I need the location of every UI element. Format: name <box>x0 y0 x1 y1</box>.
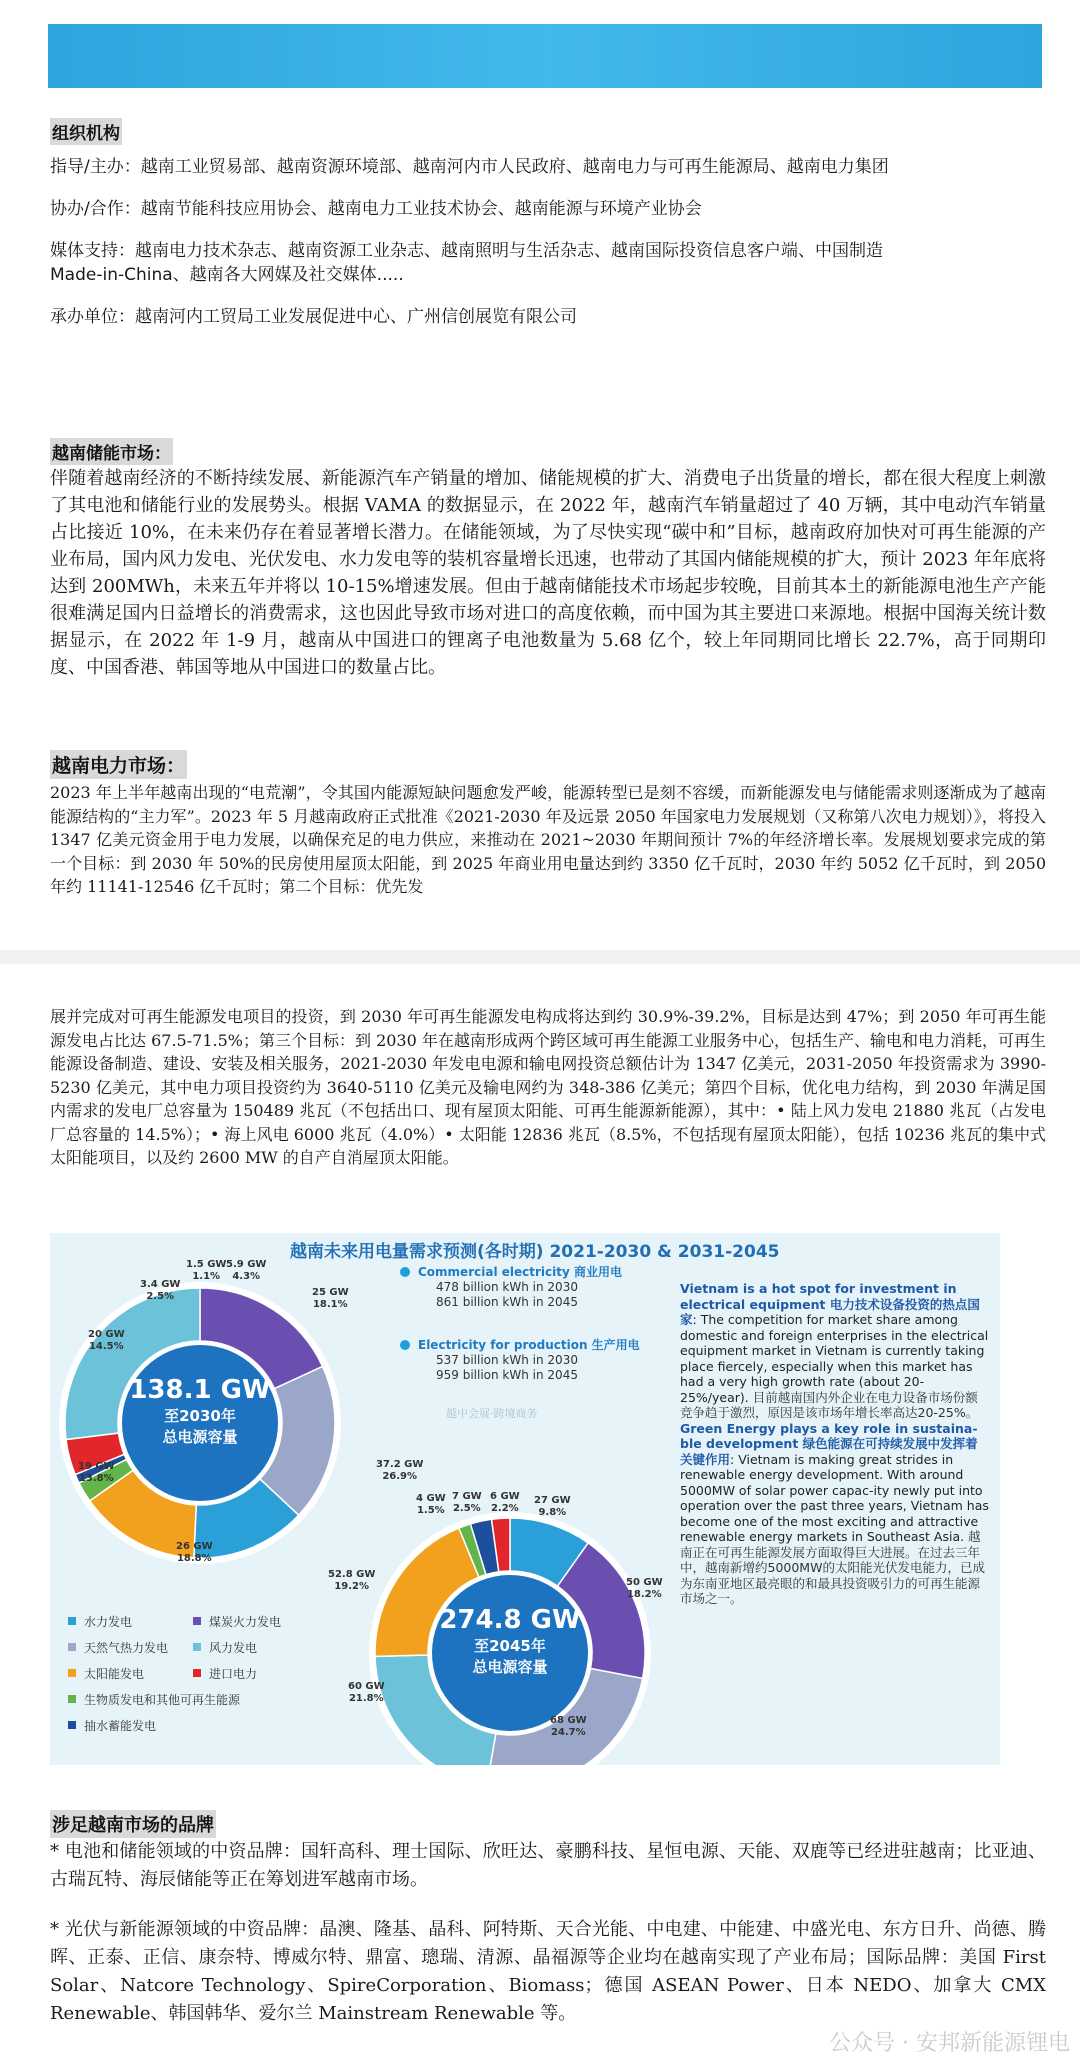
infographic-title: 越南未来用电量需求预测(各时期) 2021-2030 & 2031-2045 <box>290 1242 780 1262</box>
org-line-sponsors: 指导/主办：越南工业贸易部、越南资源环境部、越南河内市人民政府、越南电力与可再生能源局、越南电力集团 <box>50 157 889 177</box>
legend-wind: 风力发电 <box>193 1639 257 1656</box>
brands-battery: * 电池和储能领域的中资品牌：国轩高科、理士国际、欣旺达、豪鹏科技、星恒电源、天能、双鹿等已经进驻越南；比亚迪、古瑞瓦特、海辰储能等正在筹划进军越南市场。 <box>50 1841 1046 1890</box>
investment-text <box>680 1281 990 1607</box>
hotspot-heading: Vietnam is a hot spot for investment in electrical equipment 电力技术设备投资的热点国家 <box>680 1281 980 1327</box>
legend-import: 进口电力 <box>193 1665 257 1682</box>
callout-2030-coal: 25 GW 18.1% <box>312 1287 349 1310</box>
legend-solar: 太阳能发电 <box>68 1665 173 1682</box>
callout-2030-wind: 37.2 GW 26.9% <box>376 1459 424 1482</box>
center-2030 <box>120 1375 280 1447</box>
power-continuation-section <box>50 1005 1046 1170</box>
green-text-cn: 越南正在可再生能源发展方面取得巨大进展。在过去三年中，越南新增约5000MW的太阳能光伏发电能力，已成为东南亚地区最亮眼的和最具投资吸引力的可再生能源市场之一。 <box>680 1529 985 1606</box>
commercial-2045: 861 billion kWh in 2045 <box>436 1295 578 1309</box>
callout-2030-import: 5.9 GW 4.3% <box>226 1259 267 1282</box>
brands-heading: 涉足越南市场的品牌 <box>50 1810 216 1838</box>
org-line-organizer: 承办单位：越南河内工贸局工业发展促进中心、广州信创展览有限公司 <box>50 307 577 327</box>
legend-bio: 生物质发电和其他可再生能源 <box>68 1691 240 1708</box>
production-2045: 959 billion kWh in 2045 <box>436 1368 578 1382</box>
watermark: 公众号 · 安邦新能源锂电 <box>829 2031 1070 2056</box>
hotspot-text-cn: 目前越南国内外企业在电力设备市场份额竞争趋于激烈，原因是该市场年增长率高达20-25%。 <box>680 1389 979 1420</box>
callout-2045-import: 6 GW 2.2% <box>490 1491 520 1514</box>
page-divider <box>0 950 1080 964</box>
header-banner <box>48 24 1042 88</box>
usage-forecast <box>400 1263 640 1421</box>
power-section <box>50 750 1046 899</box>
storage-section <box>50 438 1046 681</box>
center-2030-sub2: 总电源容量 <box>162 1428 238 1446</box>
power-heading: 越南电力市场： <box>50 750 187 779</box>
callout-2045-coal: 50 GW 18.2% <box>626 1577 663 1600</box>
legend-hydro: 水力发电 <box>68 1613 173 1630</box>
brands-solar: * 光伏与新能源领域的中资品牌：晶澳、隆基、晶科、阿特斯、天合光能、中电建、中能建、中盛光电、东方日升、尚德、腾晖、正泰、正信、康奈特、博威尔特、鼎富、璁瑞、清源、晶福源等企业均在越南实现了产业布局；国际品牌：美国 First Solar、Natcore Technology、SpireCorporation、Biomass；德国 ASEAN Power、日本 NEDO、加拿大 CMX Renewable、韩国韩华、爱尔兰 Mainstream Renewable 等。 <box>50 1919 1046 2024</box>
org-line-cohosts: 协办/合作：越南节能科技应用协会、越南电力工业技术协会、越南能源与环境产业协会 <box>50 199 702 219</box>
center-2045-sub1: 至2045年 <box>474 1637 546 1655</box>
callout-2045-pumped: 7 GW 2.5% <box>452 1491 482 1514</box>
callout-2045-bio: 4 GW 1.5% <box>416 1493 446 1516</box>
power-continuation: 展并完成对可再生能源发电项目的投资，到 2030 年可再生能源发电构成将达到约 30.9%-39.2%，目标是达到 47%；到 2050 年可再生能源发电占比达 67.5-71.5%；第三个目标：到 2030 年在越南形成两个跨区域可再生能源工业服务中心，包括生产、输电和电力消耗，可再生能源设备制造、建设、安装及相关服务，2021-2030 年发电电源和输电网投资总额估计为 1347 亿美元，2031-2050 年投资需求为 3990-5230 亿美元，其中电力项目投资约为 3640-5110 亿美元及输电网约为 348-386 亿美元；第四个目标，优化电力结构，到 2030 年满足国内需求的发电厂总容量为 150489 兆瓦（不包括出口、现有屋顶太阳能、可再生能源新能源），其中：• 陆上风力发电 21880 兆瓦（占发电厂总容量的 14.5%）；• 海上风电 6000 兆瓦（4.0%）• 太阳能 12836 兆瓦（8.5%，不包括现有屋顶太阳能），包括 10236 兆瓦的集中式太阳能项目，以及约 2600 MW 的自产自消屋顶太阳能。 <box>50 1007 1046 1167</box>
legend-coal: 煤炭火力发电 <box>193 1613 281 1630</box>
logo-watermark: 越中会展·跨境商务 <box>446 1407 538 1420</box>
center-2045 <box>430 1605 590 1677</box>
infographic <box>50 1233 1000 1765</box>
callout-2030-pumped: 1.5 GW 1.1% <box>186 1259 227 1282</box>
storage-paragraph: 伴随着越南经济的不断持续发展、新能源汽车产销量的增加、储能规模的扩大、消费电子出货量的增长，都在很大程度上刺激了其电池和储能行业的发展势头。根据 VAMA 的数据显示，在 2022 年，越南汽车销量超过了 40 万辆，其中电动汽车销量占比接近 10%，在未来仍存在着显著增长潜力。在储能领域，为了尽快实现“碳中和”目标，越南政府加快对可再生能源的产业布局，国内风力发电、光伏发电、水力发电等的装机容量增长迅速，也带动了其国内储能规模的扩大，预计 2023 年年底将达到 200MWh，未来五年并将以 10-15%增速发展。但由于越南储能技术市场起步较晚，目前其本土的新能源电池生产产能很难满足国内日益增长的消费需求，这也因此导致市场对进口的高度依赖，而中国为其主要进口来源地。根据中国海关统计数据显示，在 2022 年 1-9 月，越南从中国进口的锂离子电池数量为 5.68 亿个，较上年同期同比增长 22.7%，高于同期印度、中国香港、韩国等地从中国进口的数量占比。 <box>50 468 1046 678</box>
commercial-2030: 478 billion kWh in 2030 <box>436 1280 578 1294</box>
storage-heading: 越南储能市场： <box>50 438 173 465</box>
center-2045-sub2: 总电源容量 <box>472 1658 548 1676</box>
org-heading: 组织机构 <box>50 118 122 145</box>
center-2030-sub1: 至2030年 <box>164 1407 236 1425</box>
green-heading: Green Energy plays a key role in sustaina-ble development 绿色能源在可持续发展中发挥着关键作用 <box>680 1420 978 1467</box>
hotspot-text: : The competition for market share among domestic and foreign enterprises in the electrical equipment market in Vietnam is currently taking place fiercely, especially when this market has had a very high growth rate (about 20-25%/year). <box>680 1312 989 1405</box>
callout-2030-solar: 20 GW 14.5% <box>88 1329 125 1352</box>
callout-2030-bio: 3.4 GW 2.5% <box>140 1279 181 1302</box>
callout-2030-hydro: 19 GW 13.8% <box>78 1461 115 1484</box>
bullet-icon <box>400 1267 410 1277</box>
legend-pumped: 抽水蓄能发电 <box>68 1717 156 1734</box>
callout-2030-gas: 26 GW 18.8% <box>176 1541 213 1564</box>
green-text: : Vietnam is making great strides in renewable energy development. With around 5000MW of solar power capac-ity newly put into operation over the past three years, Vietnam has become one of the most exciting and attractive renewable energy markets in Southeast Asia. <box>680 1451 989 1544</box>
callout-2045-wind: 60 GW 21.8% <box>348 1681 385 1704</box>
brands-section <box>50 1810 1046 2028</box>
production-2030: 537 billion kWh in 2030 <box>436 1353 578 1367</box>
center-2030-value: 138.1 GW <box>129 1375 271 1405</box>
production-title: Electricity for production 生产用电 <box>400 1336 640 1353</box>
callout-2045-solar: 52.8 GW 19.2% <box>328 1569 376 1592</box>
org-section <box>50 118 1046 329</box>
legend <box>68 1608 301 1738</box>
legend-gas: 天然气热力发电 <box>68 1639 173 1656</box>
bullet-icon <box>400 1340 410 1350</box>
center-2045-value: 274.8 GW <box>439 1605 581 1635</box>
callout-2045-hydro: 27 GW 9.8% <box>534 1495 571 1518</box>
org-line-media-cont: Made-in-China、越南各大网媒及社交媒体..... <box>50 265 404 285</box>
callout-2045-gas: 68 GW 24.7% <box>550 1715 587 1738</box>
power-paragraph: 2023 年上半年越南出现的“电荒潮”，令其国内能源短缺问题愈发严峻，能源转型已是刻不容缓，而新能源发电与储能需求则逐渐成为了越南能源结构的“主力军”。2023 年 5 月越南政府正式批准《2021-2030 年及远景 2050 年国家电力发展规划（又称第八次电力规划）》，将投入 1347 亿美元资金用于电力发展，以确保充足的电力供应，来推动在 2021~2030 年期间预计 7%的年经济增长率。发展规划要求完成的第一个目标：到 2030 年 50%的民房使用屋顶太阳能，到 2025 年商业用电量达到约 3350 亿千瓦时，2030 年约 5052 亿千瓦时，到 2050 年约 11141-12546 亿千瓦时；第二个目标：优先发 <box>50 783 1046 896</box>
commercial-title: Commercial electricity 商业用电 <box>400 1263 640 1280</box>
org-line-media: 媒体支持：越南电力技术杂志、越南资源工业杂志、越南照明与生活杂志、越南国际投资信息客户端、中国制造 <box>50 241 883 261</box>
